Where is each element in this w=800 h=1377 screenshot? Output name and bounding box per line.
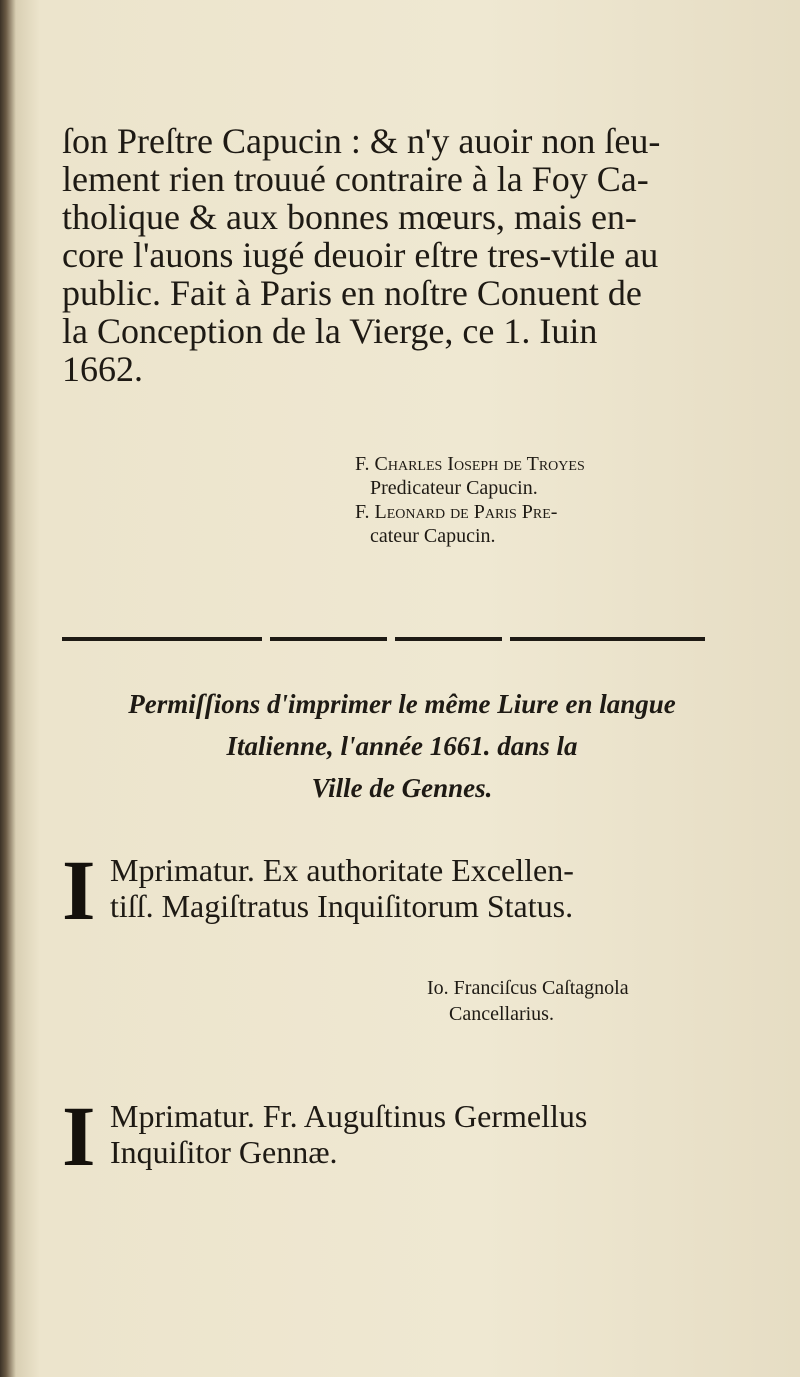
text-line: tholique & aux bonnes mœurs, mais en- xyxy=(62,197,637,237)
section-divider xyxy=(62,637,705,641)
text-line: Mprimatur. Fr. Auguſtinus Germellus xyxy=(110,1098,588,1134)
imprimatur-1 xyxy=(62,842,732,938)
text-line: lement rien trouué contraire à la Foy Ca- xyxy=(62,159,649,199)
signature-line: Predicateur Capucin. xyxy=(370,477,538,499)
signature-line: cateur Capucin. xyxy=(370,525,496,547)
approval-paragraph xyxy=(62,122,732,388)
signature-line: F. Leonard de Paris Pre- xyxy=(355,501,558,523)
text-line: Inquiſitor Gennæ. xyxy=(110,1134,338,1170)
signature-line: F. Charles Ioseph de Troyes xyxy=(355,453,585,475)
drop-cap: I xyxy=(62,1088,96,1184)
signature-line: Cancellarius. xyxy=(449,1003,554,1025)
chancellor-signature xyxy=(427,975,757,1027)
text-line: la Conception de la Vierge, ce 1. Iuin xyxy=(62,311,598,351)
text-line: tiſſ. Magiſtratus Inquiſitorum Status. xyxy=(110,888,574,924)
heading-line: Italienne, l'année 1661. dans la xyxy=(226,731,578,761)
section-heading xyxy=(62,683,742,809)
imprimatur-2 xyxy=(62,1088,732,1184)
signature-line: Io. Franciſcus Caſtagnola xyxy=(427,977,629,999)
heading-line: Ville de Gennes. xyxy=(311,773,493,803)
text-line: core l'auons iugé deuoir eſtre tres-vtile au xyxy=(62,235,659,275)
text-line: public. Fait à Paris en noſtre Conuent de xyxy=(62,273,642,313)
heading-line: Permiſſions d'imprimer le même Liure en langue xyxy=(128,689,676,719)
drop-cap: I xyxy=(62,842,96,938)
text-line: Mprimatur. Ex authoritate Excellen- xyxy=(110,852,574,888)
text-line: 1662. xyxy=(62,349,143,389)
text-line: ſon Preſtre Capucin : & n'y auoir non ſeu- xyxy=(62,121,661,161)
capucin-signatures xyxy=(355,452,755,548)
